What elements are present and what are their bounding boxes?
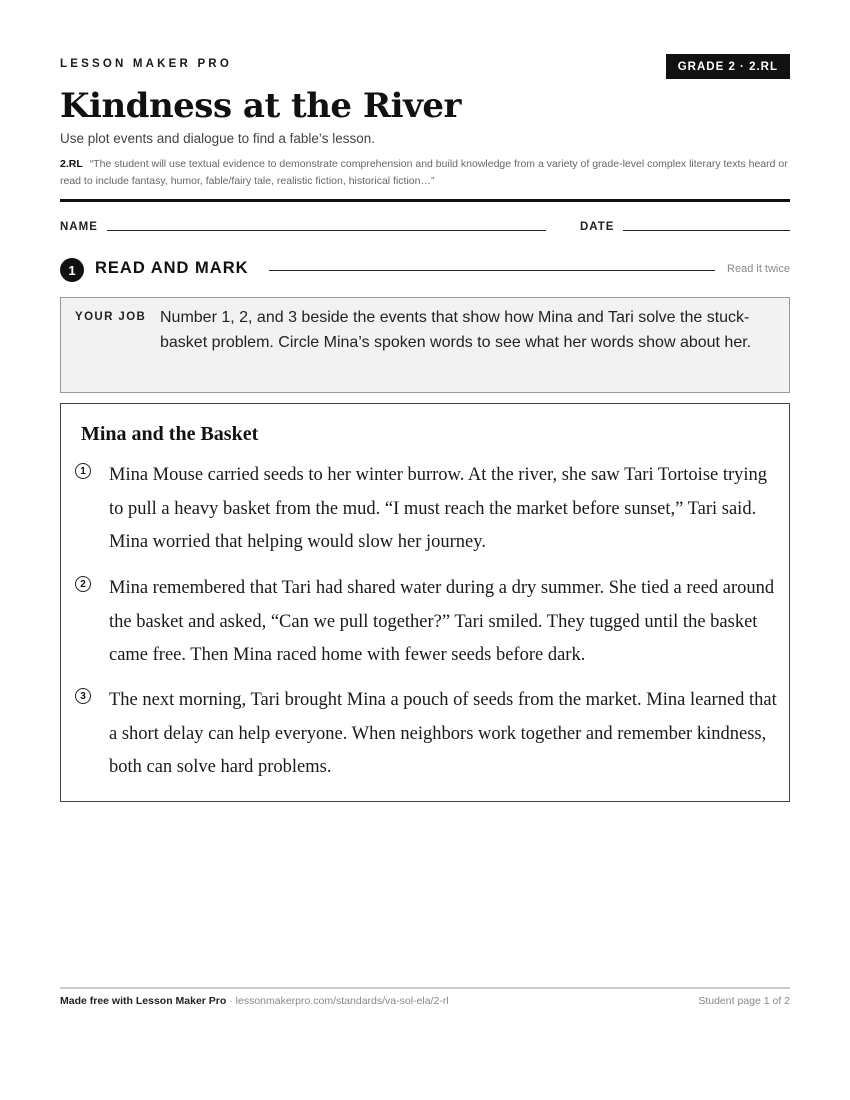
paragraph-text: The next morning, Tari brought Mina a pouch of seeds from the market. Mina learned that a short delay can help everyone. When neighbors work together and remember kindness, both can solve hard problems. xyxy=(109,690,777,777)
job-box xyxy=(60,297,790,393)
section-number-badge: 1 xyxy=(60,258,84,282)
section-note: Read it twice xyxy=(727,263,790,275)
footer-url[interactable]: · lessonmakerpro.com/standards/va-sol-ela/2-rl xyxy=(226,995,449,1007)
footer-divider xyxy=(60,987,790,989)
story-box xyxy=(60,403,790,802)
standard-statement xyxy=(60,156,790,189)
story-title: Mina and the Basket xyxy=(81,423,259,445)
header-divider xyxy=(60,199,790,202)
brand-name: LESSON MAKER PRO xyxy=(60,58,232,70)
paragraph-number-circle: 1 xyxy=(75,463,91,479)
section-header xyxy=(60,257,790,283)
page-title: Kindness at the River xyxy=(60,86,461,126)
standard-code: 2.RL xyxy=(60,158,83,170)
section-title: READ AND MARK xyxy=(95,259,249,277)
name-field[interactable] xyxy=(107,230,546,231)
job-instructions: Number 1, 2, and 3 beside the events that show how Mina and Tari solve the stuck-basket problem. Circle Mina’s spoken words to see what her words show about her. xyxy=(160,309,752,351)
date-label: DATE xyxy=(580,221,615,233)
grade-badge: GRADE 2 · 2.RL xyxy=(666,54,790,79)
paragraph-text: Mina remembered that Tari had shared water during a dry summer. She tied a reed around the basket and asked, “Can we pull together?” Tari smiled. They tugged until the basket came free. Then Mina raced home with fewer seeds before dark. xyxy=(109,578,775,665)
footer-credit xyxy=(60,995,449,1007)
section-divider xyxy=(269,270,715,271)
paragraph-text: Mina Mouse carried seeds to her winter burrow. At the river, she saw Tari Tortoise trying to pull a heavy basket from the mud. “I must reach the market before sunset,” Tari said. Mina worried that helping would slow her journey. xyxy=(109,465,768,552)
page-subtitle: Use plot events and dialogue to find a fable’s lesson. xyxy=(60,131,375,146)
paragraph-number-circle: 3 xyxy=(75,688,91,704)
standard-text: “The student will use textual evidence to demonstrate comprehension and build knowledge from a variety of grade-level complex literary texts heard or read to include fantasy, humor, fable/fairy tale, realistic fiction, historical fiction…” xyxy=(60,158,788,187)
job-label: YOUR JOB xyxy=(75,311,147,323)
name-date-row xyxy=(60,220,790,236)
footer-page-number: Student page 1 of 2 xyxy=(698,995,790,1007)
footer-made-with: Made free with Lesson Maker Pro xyxy=(60,995,227,1007)
date-field[interactable] xyxy=(623,230,790,231)
name-label: NAME xyxy=(60,221,98,233)
paragraph-number-circle: 2 xyxy=(75,576,91,592)
